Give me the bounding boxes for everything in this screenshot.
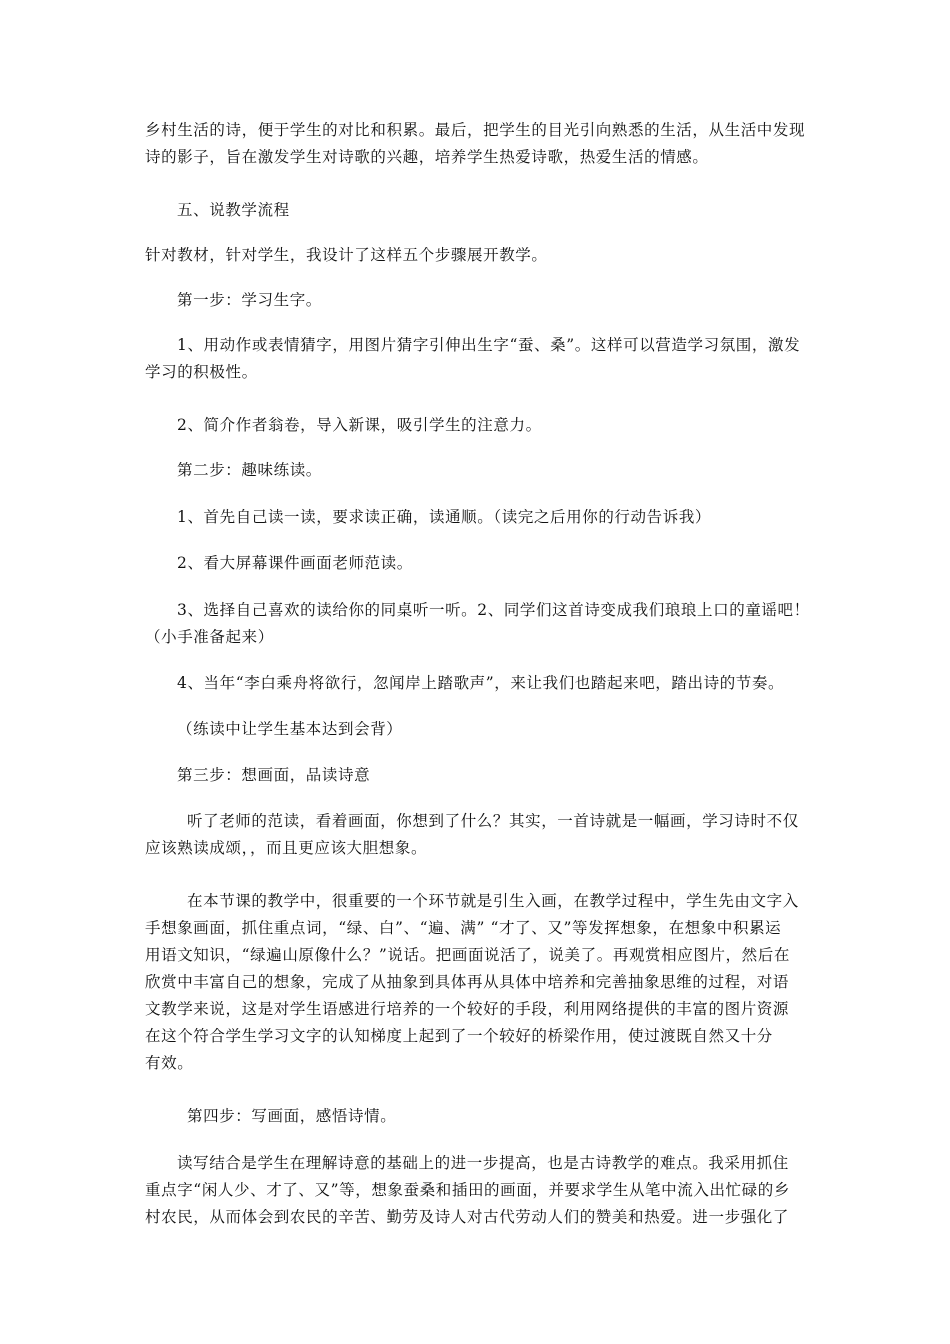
step-heading-one <box>177 287 322 314</box>
text-line: 读写结合是学生在理解诗意的基础上的进一步提高，也是古诗教学的难点。我采用抓住 <box>177 1154 789 1172</box>
paragraph-read-write-cont <box>145 1177 790 1231</box>
text-line: 文教学来说，这是对学生语感进行培养的一个较好的手段，利用网络提供的丰富的图片资源 <box>145 1000 790 1018</box>
text-line: 应该熟读成颂，，而且更应该大胆想象。 <box>145 839 428 857</box>
list-item-li-bai <box>177 670 784 697</box>
text-line: 第一步：学习生字。 <box>177 291 322 309</box>
text-line: 欣赏中丰富自己的想象，完成了从抽象到具体再从具体中培养和完善抽象思维的过程，对语 <box>145 973 790 991</box>
section-heading-teaching-process <box>177 197 290 224</box>
text-line: 2、简介作者翁卷，导入新课，吸引学生的注意力。 <box>177 416 542 434</box>
text-line: 手想象画面，抓住重点词，“绿、白”、“遍、满” “才了、又”等发挥想象，在想象中积累运 <box>145 919 782 937</box>
text-line: 3、选择自己喜欢的读给你的同桌听一听。2、同学们这首诗变成我们琅琅上口的童谣吧！ <box>177 601 810 619</box>
note-recite <box>177 716 402 743</box>
list-item-read-yourself <box>177 504 711 531</box>
list-item-watch-screen <box>177 550 413 577</box>
step-heading-two <box>177 457 322 484</box>
paragraph-lesson-key-step-cont <box>145 915 790 1077</box>
text-line: （练读中让学生基本达到会背） <box>177 720 403 738</box>
list-item-read-to-partner-cont <box>145 624 274 651</box>
text-line: 学习的积极性。 <box>145 363 258 381</box>
text-line: （小手准备起来） <box>145 628 274 646</box>
list-item-introduce-author <box>177 412 542 439</box>
text-line: 在这个符合学生学习文字的认知梯度上起到了一个较好的桥梁作用，使过渡既自然又十分 <box>145 1027 773 1045</box>
list-item-guess-characters <box>177 332 800 359</box>
paragraph-rural-life <box>145 117 805 171</box>
text-line: 第三步：想画面，品读诗意 <box>177 766 371 784</box>
text-line: 第二步：趣味练读。 <box>177 461 322 479</box>
paragraph-lesson-key-step <box>187 888 799 915</box>
text-line: 1、用动作或表情猜字，用图片猜字引伸出生字“蚕、桑”。这样可以营造学习氛围，激发 <box>177 336 801 354</box>
text-line: 4、当年“李白乘舟将欲行，忽闻岸上踏歌声”，来让我们也踏起来吧，踏出诗的节奏。 <box>177 674 785 692</box>
list-item-read-to-partner <box>177 597 810 624</box>
text-line: 用语文知识，“绿遍山原像什么？”说话。把画面说活了，说美了。再观赏相应图片，然后在 <box>145 946 790 964</box>
text-line: 2、看大屏幕课件画面老师范读。 <box>177 554 413 572</box>
text-line: 诗的影子，旨在激发学生对诗歌的兴趣，培养学生热爱诗歌，热爱生活的情感。 <box>145 148 709 166</box>
text-line: 在本节课的教学中，很重要的一个环节就是引生入画，在教学过程中，学生先由文字入 <box>187 892 799 910</box>
text-line: 针对教材，针对学生，我设计了这样五个步骤展开教学。 <box>145 246 548 264</box>
list-item-guess-characters-cont <box>145 359 258 386</box>
paragraph-read-write <box>177 1150 789 1177</box>
text-line: 乡村生活的诗，便于学生的对比和积累。最后，把学生的目光引向熟悉的生活，从生活中发现 <box>145 121 806 139</box>
step-heading-four <box>187 1103 396 1130</box>
text-line: 听了老师的范读，看着画面，你想到了什么？其实，一首诗就是一幅画，学习诗时不仅 <box>187 812 799 830</box>
text-line: 村农民，从而体会到农民的辛苦、勤劳及诗人对古代劳动人们的赞美和热爱。进一步强化了 <box>145 1208 790 1226</box>
text-line: 五、说教学流程 <box>177 201 290 219</box>
text-line: 重点字“闲人少、才了、又”等，想象蚕桑和插田的画面，并要求学生从笔中流入出忙碌的乡 <box>145 1181 790 1199</box>
step-heading-three <box>177 762 370 789</box>
text-line: 有效。 <box>145 1054 194 1072</box>
paragraph-five-steps <box>145 242 548 269</box>
paragraph-imagine <box>187 808 799 835</box>
text-line: 第四步：写画面，感悟诗情。 <box>187 1107 397 1125</box>
paragraph-imagine-cont <box>145 835 427 862</box>
text-line: 1、首先自己读一读，要求读正确，读通顺。（读完之后用你的行动告诉我） <box>177 508 712 526</box>
